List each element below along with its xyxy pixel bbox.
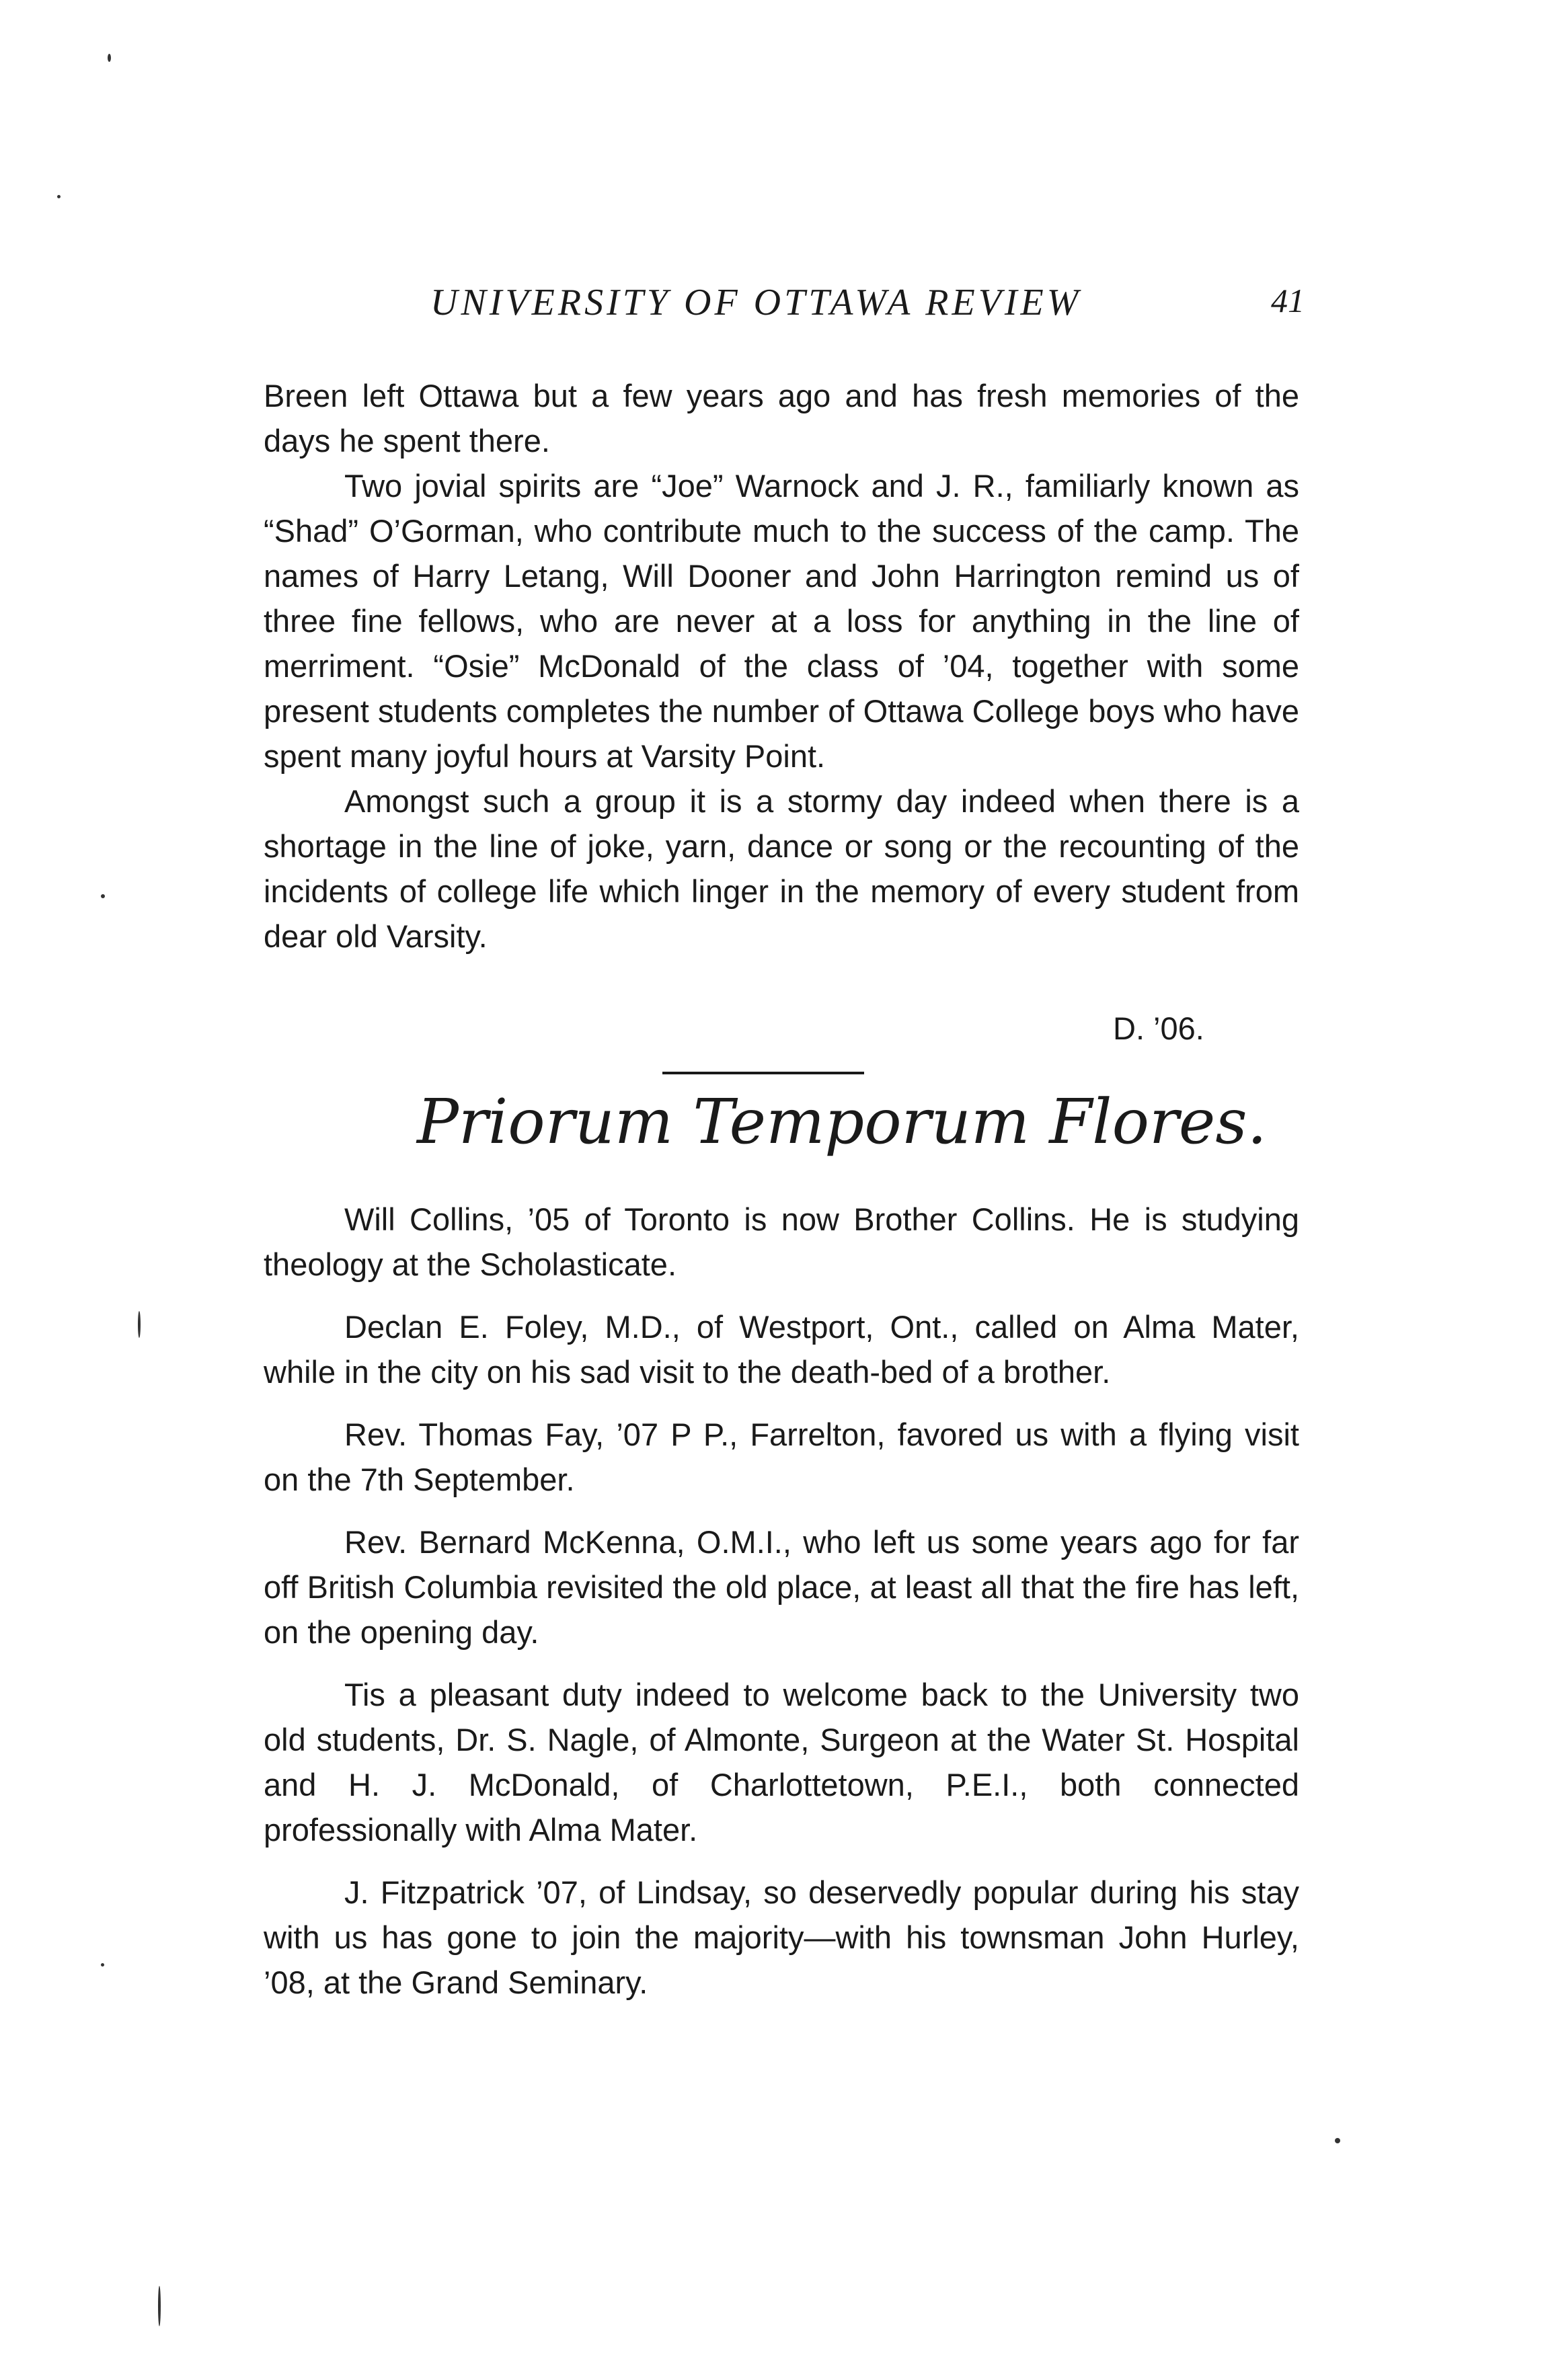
note-paragraph: Tis a pleasant duty indeed to welcome back to the University two old students, Dr. S. Nagle, of Almonte, Surgeon at the Water St. Hospital and H. J. McDonald, of Charlottetown, P.E.I., both connected professionally with Alma Mater.: [264, 1677, 1299, 1848]
page-number: 41: [1271, 282, 1305, 319]
note-paragraph: Will Collins, ’05 of Toronto is now Brother Collins. He is studying theology at the Scholasticate.: [264, 1201, 1299, 1282]
note-paragraph: Declan E. Foley, M.D., of Westport, Ont., called on Alma Mater, while in the city on his sad visit to the death-bed of a brother.: [264, 1309, 1299, 1390]
section-divider: [662, 1072, 864, 1074]
article-signature: D. ’06.: [1113, 1010, 1204, 1046]
paragraph: Breen left Ottawa but a few years ago and has fresh memories of the days he spent there.: [264, 378, 1299, 459]
note-paragraph: Rev. Bernard McKenna, O.M.I., who left us some years ago for far off British Columbia revisited the old place, at least all that the fire has left, on the opening day.: [264, 1524, 1299, 1650]
intro-article-text: [264, 373, 1299, 959]
paragraph: Amongst such a group it is a stormy day indeed when there is a shortage in the line of joke, yarn, dance or song or the recounting of the incidents of college life which linger in the memory of every student from dear old Varsity.: [264, 783, 1299, 954]
paragraph: Two jovial spirits are “Joe” Warnock and J. R., familiarly known as “Shad” O’Gorman, who contribute much to the success of the camp. The names of Harry Letang, Will Dooner and John Harrington remind us of three fine fellows, who are never at a loss for anything in the line of merriment. “Osie” McDonald of the class of ’04, together with some present students completes the number of Ottawa College boys who have spent many joyful hours at Varsity Point.: [264, 468, 1299, 774]
alumni-notes: [264, 1197, 1299, 2022]
section-heading: Priorum Temporum Flores.: [417, 1086, 1267, 1158]
running-head: UNIVERSITY OF OTTAWA REVIEW: [430, 282, 1082, 323]
note-paragraph: J. Fitzpatrick ’07, of Lindsay, so deservedly popular during his stay with us has gone to join the majority—with his townsman John Hurley, ’08, at the Grand Seminary.: [264, 1874, 1299, 2000]
note-paragraph: Rev. Thomas Fay, ’07 P P., Farrelton, favored us with a flying visit on the 7th September.: [264, 1417, 1299, 1497]
